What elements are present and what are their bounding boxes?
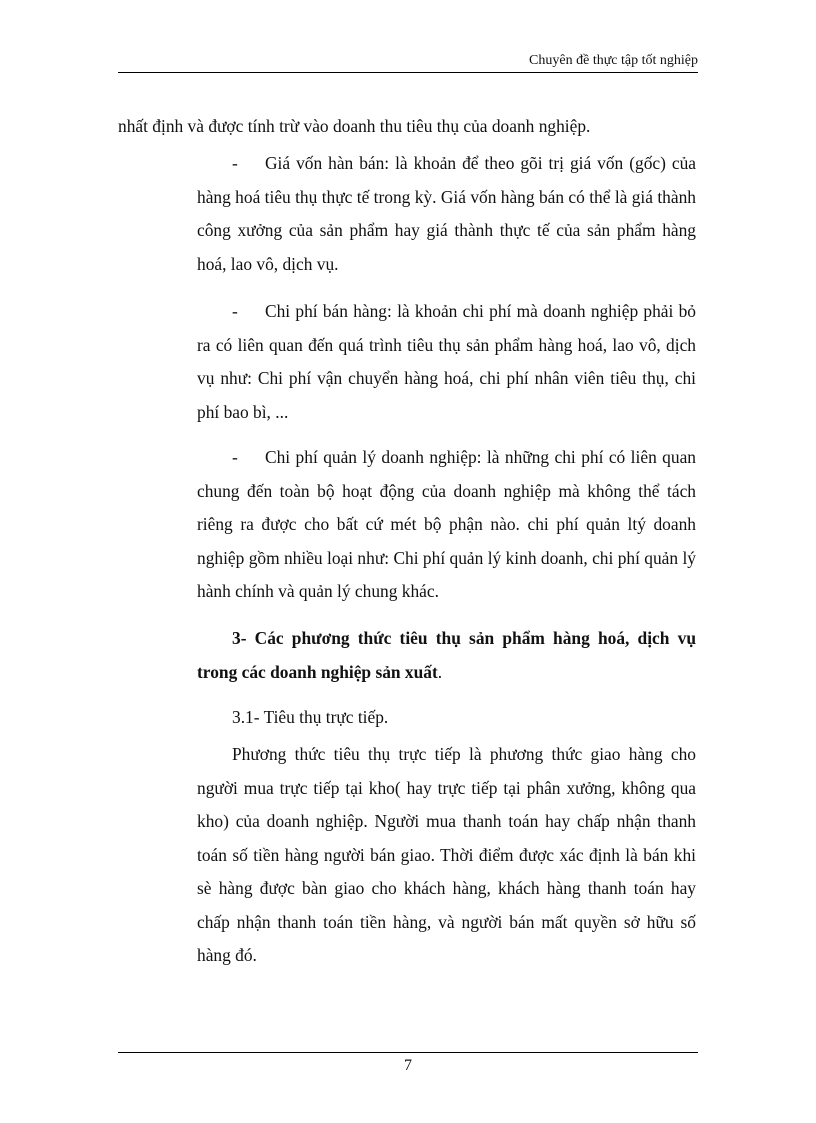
- bullet-text: Chi phí bán hàng: là khoản chi phí mà doanh nghiệp phải bỏ ra có liên quan đến quá trình tiêu thụ sản phẩm hàng hoá, lao vô, dịch vụ như: Chi phí vận chuyển hàng hoá, chi phí nhân viên tiêu thụ, chi phí bao bì, ...: [197, 301, 696, 422]
- section-heading: [197, 622, 696, 689]
- footer-divider: [118, 1052, 698, 1053]
- running-header: Chuyên đề thực tập tốt nghiệp: [529, 53, 698, 68]
- body-paragraph: Phương thức tiêu thụ trực tiếp là phương thức giao hàng cho người mua trực tiếp tại kho( hay trực tiếp tại phân xưởng, không qua kho) của doanh nghiệp. Người mua thanh toán hay chấp nhận thanh toán số tiền hàng người bán giao. Thời điểm được xác định là bán khi sè hàng được bàn giao cho khách hàng, khách hàng thanh toán hay chấp nhận thanh toán tiền hàng, và người bán mất quyền sở hữu số hàng đó.: [197, 744, 696, 965]
- bullet-item-cost-of-goods: [197, 147, 696, 281]
- bullet-text: Chi phí quản lý doanh nghiệp: là những chi phí có liên quan chung đến toàn bộ hoạt động của doanh nghiệp mà không thể tách riêng ra được cho bất cứ mét bộ phận nào. chi phí quản ltý doanh nghiệp gồm nhiều loại như: Chi phí quản lý kinh doanh, chi phí quản lý hành chính và quản lý chung khác.: [197, 447, 696, 601]
- continuation-paragraph: nhất định và được tính trừ vào doanh thu tiêu thụ của doanh nghiệp.: [118, 116, 591, 136]
- section-heading-period: .: [437, 661, 443, 682]
- header-divider: [118, 72, 698, 73]
- bullet-marker: -: [232, 301, 238, 321]
- bullet-item-selling-expenses: [197, 295, 696, 429]
- subsection-heading: 3.1- Tiêu thụ trực tiếp.: [232, 707, 389, 727]
- page-number: 7: [404, 1057, 412, 1074]
- section-heading-text: 3- Các phương thức tiêu thụ sản phẩm hàng hoá, dịch vụ trong các doanh nghiệp sản xuất: [197, 628, 696, 682]
- bullet-marker: -: [232, 153, 238, 173]
- bullet-marker: -: [232, 447, 238, 467]
- bullet-item-admin-expenses: [197, 441, 696, 609]
- bullet-text: Giá vốn hàn bán: là khoản để theo gõi trị giá vốn (gốc) của hàng hoá tiêu thụ thực tế trong kỳ. Giá vốn hàng bán có thể là giá thành công xưởng của sản phẩm hay giá thành thực tế của sản phẩm hàng hoá, lao vô, dịch vụ.: [197, 153, 696, 274]
